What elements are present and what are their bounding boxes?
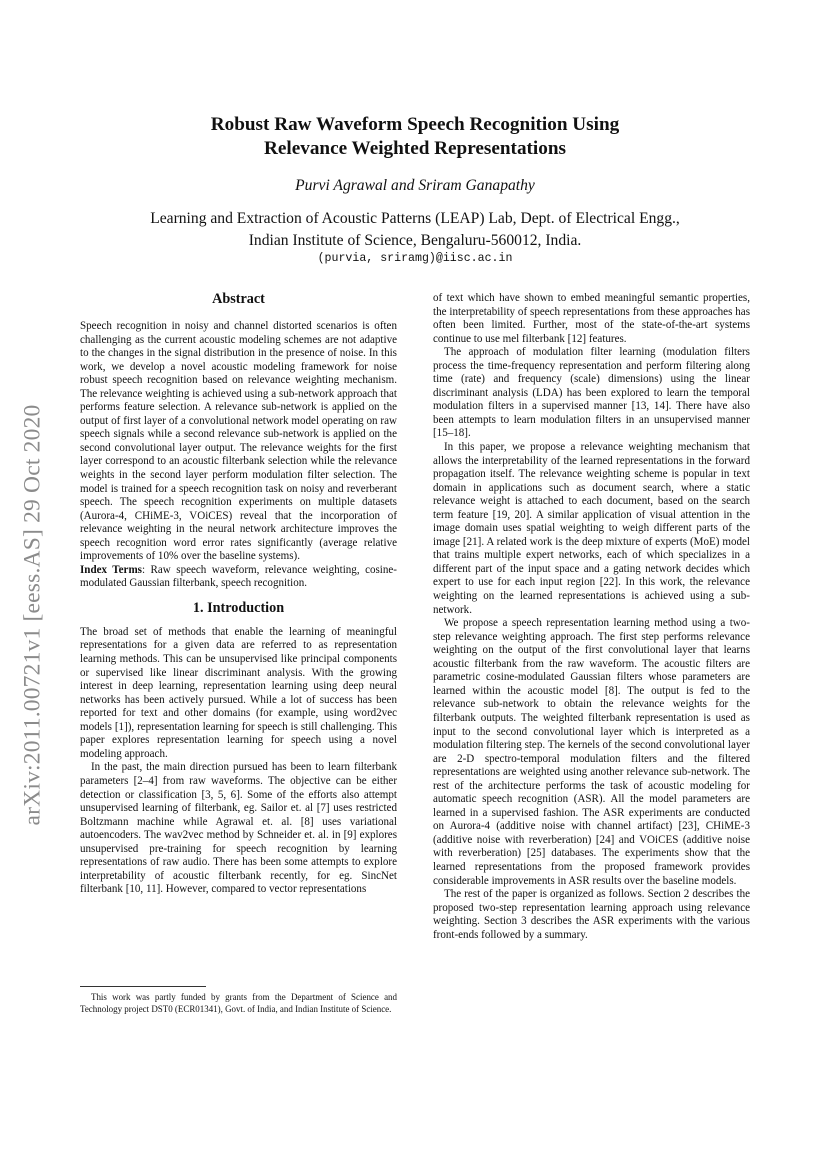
paper-affiliation xyxy=(110,208,720,252)
right-paragraph-0: of text which have shown to embed meaningful semantic properties, the interpretability of speech representations from these approaches has often been limited. Further, most of the state-of-the-art systems continue to use mel filterbank [12] features. xyxy=(433,292,750,345)
left-column xyxy=(80,288,397,897)
arxiv-identifier-stamp xyxy=(14,355,52,875)
introduction-heading: 1. Introduction xyxy=(192,599,285,616)
arxiv-identifier-text: arXiv:2011.00721v1 [eess.AS] 29 Oct 2020 xyxy=(19,404,46,826)
affiliation-line-1: Learning and Extraction of Acoustic Patterns (LEAP) Lab, Dept. of Electrical Engg., xyxy=(150,210,680,227)
abstract-text: Speech recognition in noisy and channel distorted scenarios is often challenging as the current acoustic modeling schemes are not adaptive to the changes in the signal distribution in the presence of noise. In this work, we develop a novel acoustic modeling framework for noise robust speech recognition based on relevance weighting mechanism. The relevance weighting is achieved using a sub-network approach that performs feature selection. A relevance sub-network is applied on the output of first layer of a convolutional network model operating on raw speech signals while a second relevance sub-network is applied on the second convolutional layer output. The relevance weights for the first layer correspond to an acoustic filterbank selection while the relevance weights in the second layer perform modulation filter selection. The model is trained for a speech recognition task on noisy and reverberant speech. The speech recognition experiments on multiple datasets (Aurora-4, CHiME-3, VOiCES) reveal that the incorporation of relevance weighting in the neural network architecture improves the speech recognition word error rates significantly (average relative improvements of 10% over the baseline systems). xyxy=(80,320,397,563)
introduction-paragraph-1: The broad set of methods that enable the learning of meaningful representations for a given data are referred to as representation learning methods. This can be unsupervised like principal components or supervised like linear discriminant analysis. With the growing interest in deep learning, representation learning using deep neural networks has been actively pursued. While a lot of success has been reported for text and other domains (for example, using word2vec models [1]), representation learning for speech is still challenging. This paper explores representation learning for speech using a novel modeling approach. xyxy=(80,625,397,760)
index-terms-text: : Raw speech waveform, relevance weighting, cosine-modulated Gaussian filterbank, speech recognition. xyxy=(80,563,397,590)
paper-title-line-2: Relevance Weighted Representations xyxy=(264,138,566,159)
index-terms-label: Index Terms xyxy=(80,563,142,576)
right-paragraph-1: The approach of modulation filter learning (modulation filters process the time-frequency representation and perform filtering along time (rate) and frequency (scale) dimensions) using the linear discriminant analysis (LDA) has been explored to learn the temporal modulation filters in a supervised manner [13, 14]. There have also been attempts to learn modulation filters in an unsupervised manner [15–18]. xyxy=(433,346,750,440)
right-paragraph-3: We propose a speech representation learning method using a two-step relevance weighting approach. The first step performs relevance weighting on the output of the first convolutional layer that learns acoustic filterbank from the raw waveform. The acoustic filters are parametric cosine-modulated Gaussian filters whose parameters are learned within the acoustic model [8]. The output is fed to the relevance sub-network to obtain the relevance weights for the filterbank outputs. The weighted filterbank representation is used as input to the second convolutional layer which is interpreted as a modulation filtering step. The kernels of the second convolutional layer are 2-D spectro-temporal modulation filters and the filtered representations are weighted using another relevance sub-network. The rest of the architecture performs the task of acoustic modeling for automatic speech recognition (ASR). All the model parameters are learned in a supervised fashion. The ASR experiments are conducted on Aurora-4 (additive noise with channel artifact) [23], CHiME-3 (additive noise with reverberation) [24] and VOiCES (additive noise with reverberation) [25] databases. The experiments show that the learned representations from the proposed framework provides considerable improvements in ASR results over the baseline models. xyxy=(433,617,750,887)
abstract-heading: Abstract xyxy=(212,291,265,307)
footnote xyxy=(80,986,397,1015)
right-column xyxy=(433,292,750,942)
right-paragraph-2: In this paper, we propose a relevance weighting mechanism that allows the interpretability of the learned representations in the forward propagation itself. The relevance weighting scheme is popular in text domain in applications such as document search, where a static relevance weight is attached to each document, based on the search term feature [19, 20]. A similar application of visual attention in the image domain uses spatial weighting to weigh different parts of the image [21]. A related work is the deep mixture of experts (MoE) model that trains multiple expert networks, each of which specializes in a different part of the input space and a gating network decides which expert to use for each input region [22]. In this work, the relevance weighting on the learned representations is achieved using a sub-network. xyxy=(433,441,750,616)
paper-title-line-1: Robust Raw Waveform Speech Recognition Using xyxy=(210,114,620,135)
index-terms xyxy=(80,564,397,591)
affiliation-line-2: Indian Institute of Science, Bengaluru-560012, India. xyxy=(248,232,582,249)
paper-title xyxy=(110,113,720,161)
paper-authors: Purvi Agrawal and Sriram Ganapathy xyxy=(295,177,535,194)
author-email: (purvia, sriramg)@iisc.ac.in xyxy=(317,252,513,265)
footnote-text: This work was partly funded by grants from the Department of Science and Technology project DST0 (ECR01341), Govt. of India, and Indian Institute of Science. xyxy=(80,992,397,1014)
footnote-rule xyxy=(80,986,206,987)
introduction-paragraph-2: In the past, the main direction pursued has been to learn filterbank parameters [2–4] from raw waveforms. The objective can be either detection or classification [3, 5, 6]. Some of the efforts also attempt unsupervised learning of filterbank, eg. Sailor et. al [7] uses restricted Boltzmann machine while Agrawal et. al. [8] uses variational autoencoders. The wav2vec method by Schneider et. al. in [9] explores unsupervised pre-training for speech recognition by learning representations of raw audio. There has been some attempts to explore interpretability of acoustic filterbank recently, for eg. SincNet filterbank [10, 11]. However, compared to vector representations xyxy=(80,761,397,896)
right-paragraph-4: The rest of the paper is organized as follows. Section 2 describes the proposed two-step representation learning approach using relevance weighting. Section 3 describes the ASR experiments with the various front-ends followed by a summary. xyxy=(433,888,750,941)
